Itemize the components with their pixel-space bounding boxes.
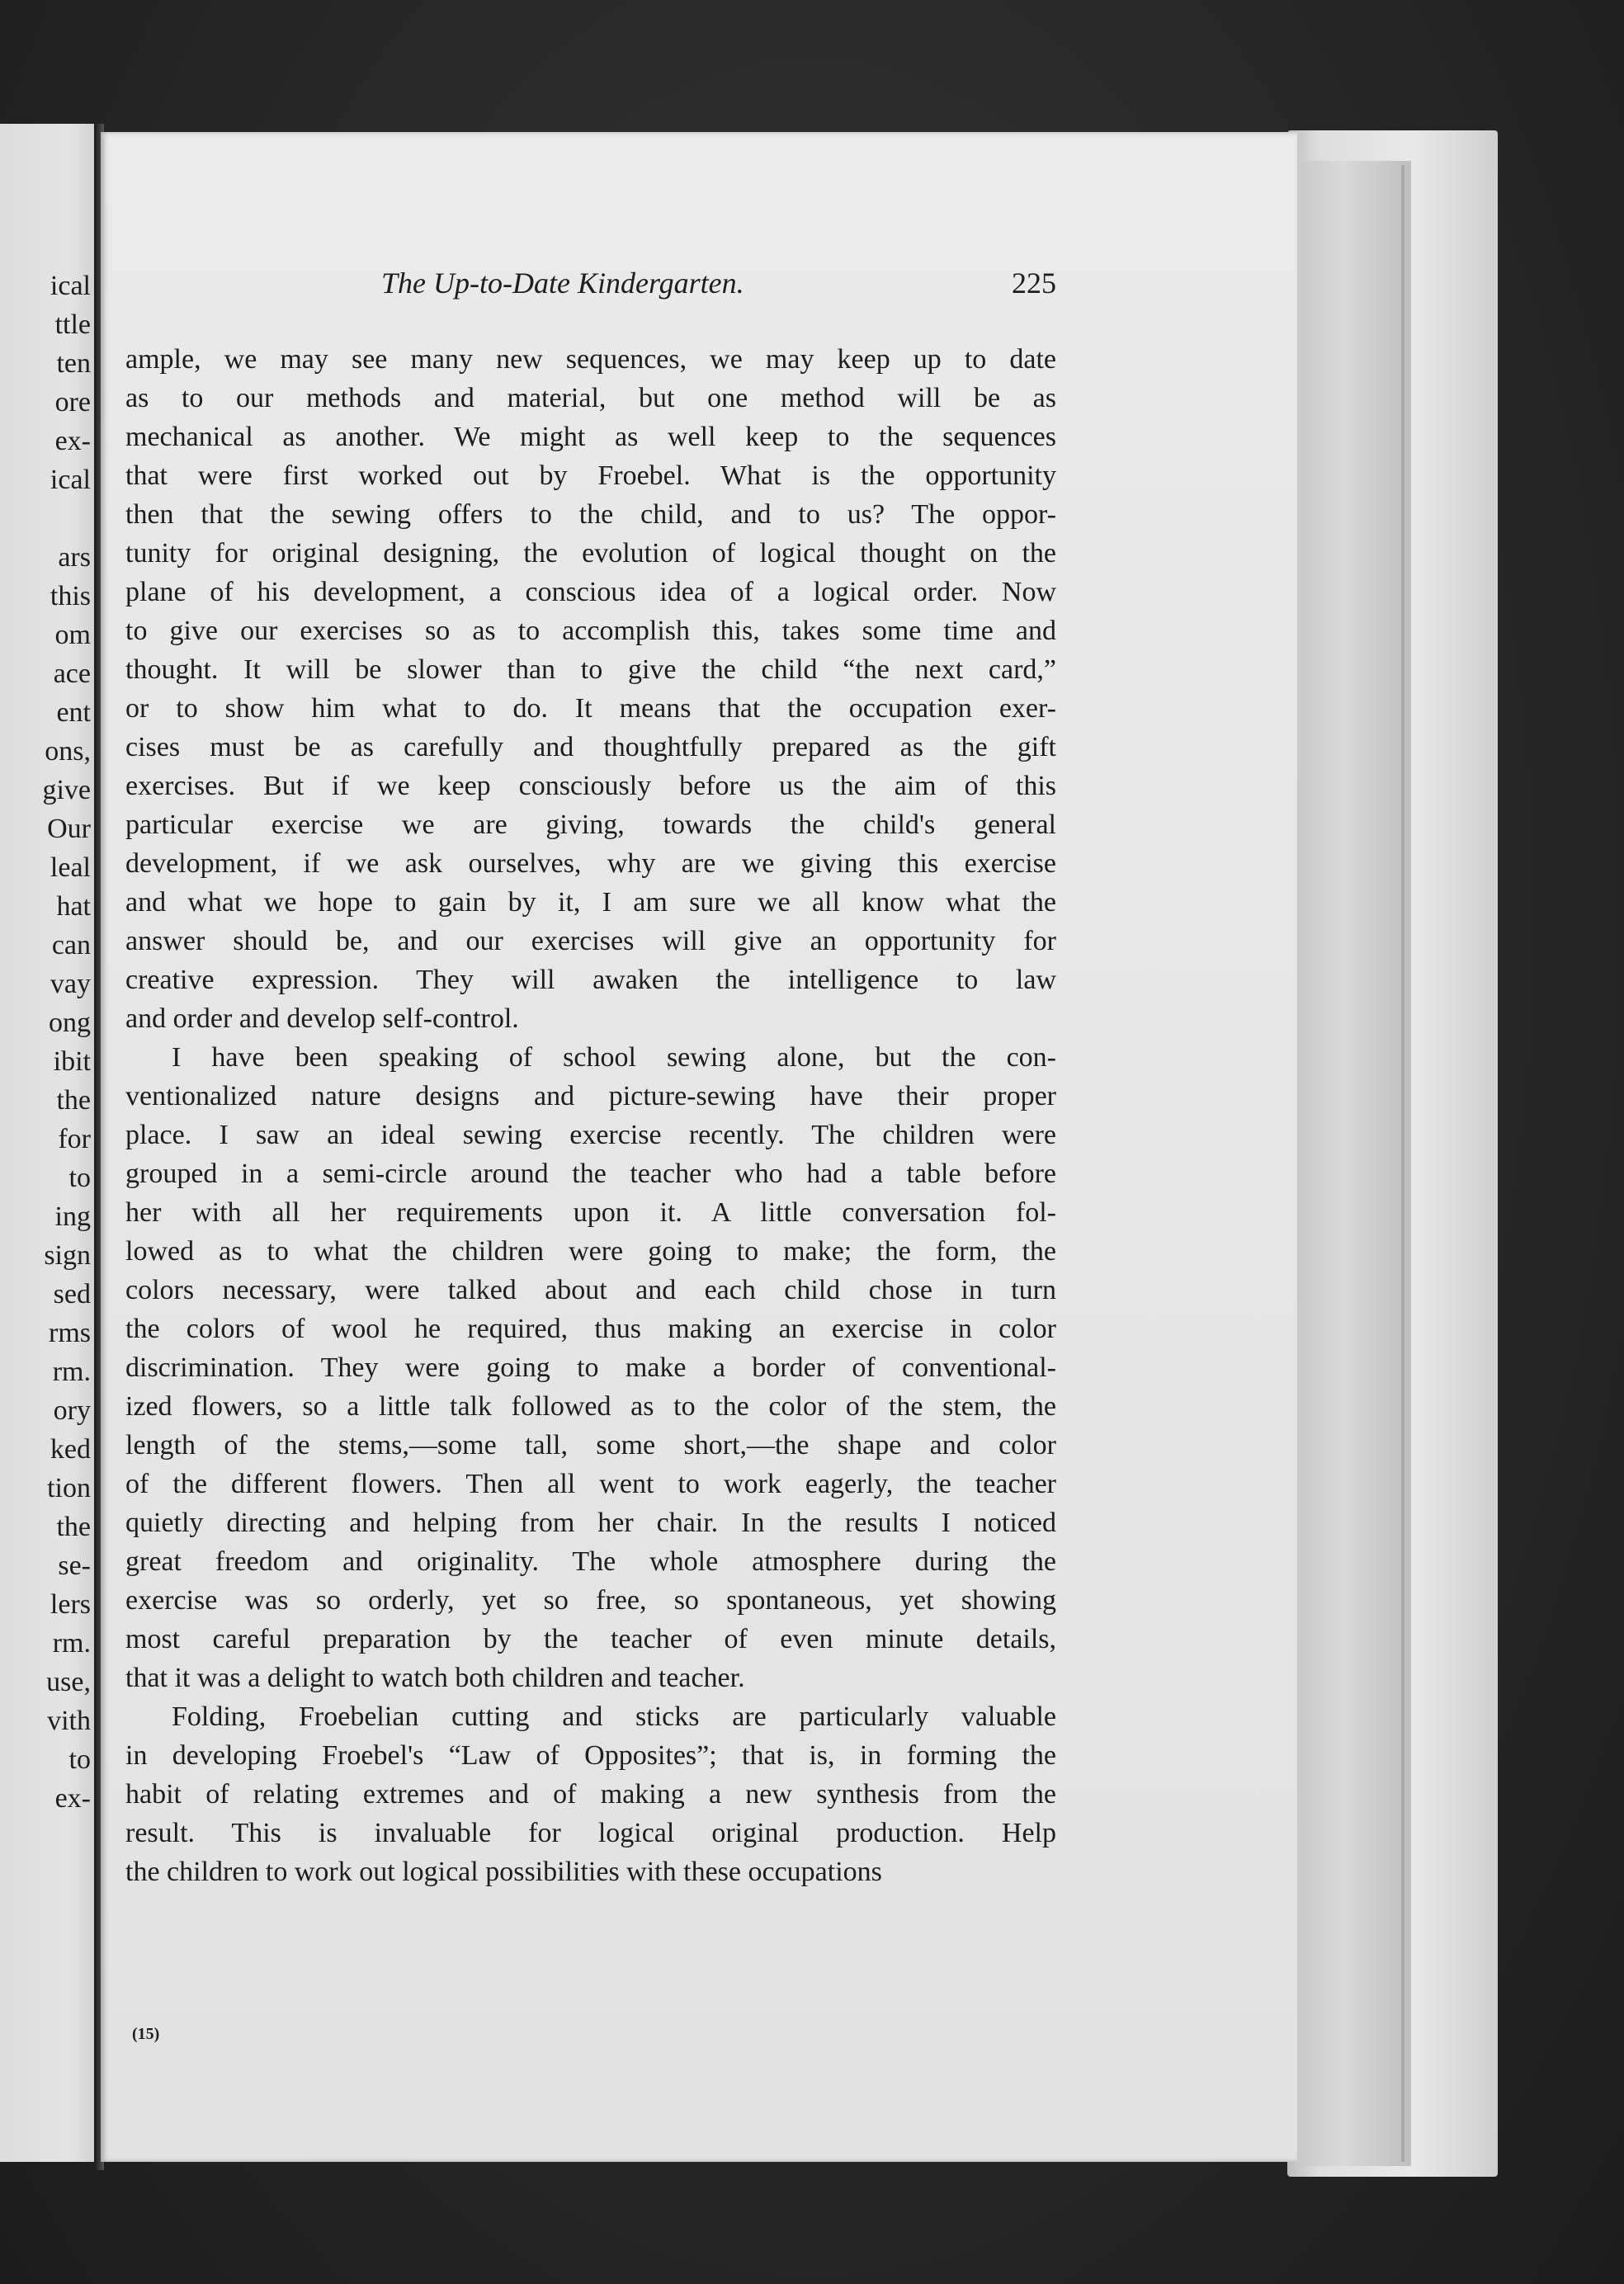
- text-line: her with all her requirements upon it. A little conversation fol-: [125, 1197, 1056, 1228]
- text-line: tunity for original designing, the evolution of logical thought on the: [125, 538, 1056, 569]
- left-page-line: se-: [58, 1550, 91, 1581]
- text-line: development, if we ask ourselves, why are we giving this exercise: [125, 848, 1056, 879]
- left-page-line: hat: [56, 891, 91, 922]
- text-line: or to show him what to do. It means that the occupation exer-: [125, 693, 1056, 724]
- text-line: ample, we may see many new sequences, we may keep up to date: [125, 344, 1056, 375]
- main-page: [101, 132, 1297, 2162]
- text-line: particular exercise we are giving, towards the child's general: [125, 809, 1056, 840]
- body-text: [125, 340, 1056, 1891]
- text-line: in developing Froebel's “Law of Opposites”; that is, in forming the: [125, 1740, 1056, 1771]
- text-line: exercises. But if we keep consciously before us the aim of this: [125, 771, 1056, 801]
- left-page-line: Our: [47, 814, 91, 844]
- left-page-line: give: [42, 775, 91, 805]
- left-page-line: the: [56, 1085, 91, 1116]
- text-line: the colors of wool he required, thus making an exercise in color: [125, 1314, 1056, 1344]
- left-page-line: ing: [54, 1201, 91, 1232]
- text-line: I have been speaking of school sewing alone, but the con-: [172, 1042, 1056, 1073]
- page-number: 225: [1012, 267, 1056, 300]
- text-line: length of the stems,—some tall, some short,—the shape and color: [125, 1430, 1056, 1461]
- left-page-line: ical: [50, 271, 91, 301]
- left-page-line: ace: [53, 658, 91, 689]
- text-line: plane of his development, a conscious idea of a logical order. Now: [125, 577, 1056, 607]
- text-line: great freedom and originality. The whole atmosphere during the: [125, 1546, 1056, 1577]
- left-page-line: ore: [54, 387, 91, 418]
- left-page-line: ent: [56, 697, 91, 728]
- left-page-line: ttle: [54, 309, 91, 340]
- left-page-line: ong: [49, 1008, 91, 1038]
- left-page-line: use,: [46, 1667, 91, 1697]
- left-page-line: for: [58, 1124, 91, 1154]
- text-line: habit of relating extremes and of making a new synthesis from the: [125, 1779, 1056, 1810]
- running-head: [101, 266, 1297, 307]
- text-line: result. This is invaluable for logical original production. Help: [125, 1818, 1056, 1848]
- text-line: the children to work out logical possibilities with these occupations: [125, 1857, 882, 1887]
- left-page-line: lers: [50, 1589, 91, 1620]
- text-line: exercise was so orderly, yet so free, so spontaneous, yet showing: [125, 1585, 1056, 1616]
- text-line: creative expression. They will awaken the intelligence to law: [125, 965, 1056, 995]
- left-page-line: tion: [47, 1473, 91, 1503]
- text-line: ventionalized nature designs and picture-sewing have their proper: [125, 1081, 1056, 1111]
- left-page-line: ons,: [45, 736, 91, 767]
- running-head-title: The Up-to-Date Kindergarten.: [381, 267, 744, 300]
- text-line: and what we hope to gain by it, I am sure we all know what the: [125, 887, 1056, 918]
- left-page-line: rm.: [52, 1628, 91, 1659]
- left-page-line: ex-: [54, 1783, 91, 1814]
- left-page-line: ten: [56, 348, 91, 379]
- left-page-line: sed: [53, 1279, 91, 1310]
- left-page-line: rms: [49, 1318, 91, 1348]
- left-page-line: ex-: [54, 426, 91, 456]
- left-page-line: ibit: [53, 1046, 91, 1077]
- left-facing-page: [0, 124, 99, 2162]
- text-line: of the different flowers. Then all went to work eagerly, the teacher: [125, 1469, 1056, 1499]
- left-page-line: ical: [50, 465, 91, 495]
- book-edge-line: [1401, 165, 1404, 2162]
- text-line: to give our exercises so as to accomplish this, takes some time and: [125, 616, 1056, 646]
- text-line: thought. It will be slower than to give the child “the next card,”: [125, 654, 1056, 685]
- text-line: as to our methods and material, but one method will be as: [125, 383, 1056, 413]
- text-line: quietly directing and helping from her chair. In the results I noticed: [125, 1508, 1056, 1538]
- signature-mark: (15): [132, 2025, 160, 2043]
- text-line: and order and develop self-control.: [125, 1003, 519, 1034]
- text-line: lowed as to what the children were going to make; the form, the: [125, 1236, 1056, 1267]
- text-line: ized flowers, so a little talk followed as to the color of the stem, the: [125, 1391, 1056, 1422]
- left-page-line: this: [50, 581, 91, 611]
- text-line: mechanical as another. We might as well keep to the sequences: [125, 422, 1056, 452]
- left-page-line: vith: [47, 1706, 91, 1736]
- left-page-line: rm.: [52, 1357, 91, 1387]
- text-line: most careful preparation by the teacher of even minute details,: [125, 1624, 1056, 1654]
- left-page-line: leal: [50, 852, 91, 883]
- left-page-line: ked: [50, 1434, 91, 1465]
- left-page-line: to: [68, 1163, 91, 1193]
- left-page-line: vay: [50, 969, 91, 999]
- left-page-line: can: [51, 930, 91, 960]
- text-line: then that the sewing offers to the child, and to us? The oppor-: [125, 499, 1056, 530]
- text-line: that were first worked out by Froebel. What is the opportunity: [125, 460, 1056, 491]
- text-line: grouped in a semi-circle around the teacher who had a table before: [125, 1159, 1056, 1189]
- left-page-line: the: [56, 1512, 91, 1542]
- text-line: Folding, Froebelian cutting and sticks are particularly valuable: [172, 1701, 1056, 1732]
- left-page-line: to: [68, 1744, 91, 1775]
- text-line: answer should be, and our exercises will give an opportunity for: [125, 926, 1056, 956]
- text-line: that it was a delight to watch both children and teacher.: [125, 1663, 745, 1693]
- text-line: place. I saw an ideal sewing exercise recently. The children were: [125, 1120, 1056, 1150]
- text-line: colors necessary, were talked about and each child chose in turn: [125, 1275, 1056, 1305]
- left-page-line: ars: [58, 542, 91, 573]
- left-page-line: ory: [53, 1395, 91, 1426]
- left-page-line: sign: [44, 1240, 91, 1271]
- book-page-edges-inner: [1296, 161, 1411, 2166]
- text-line: cises must be as carefully and thoughtfully prepared as the gift: [125, 732, 1056, 762]
- left-page-line: om: [54, 620, 91, 650]
- text-line: discrimination. They were going to make a border of conventional-: [125, 1352, 1056, 1383]
